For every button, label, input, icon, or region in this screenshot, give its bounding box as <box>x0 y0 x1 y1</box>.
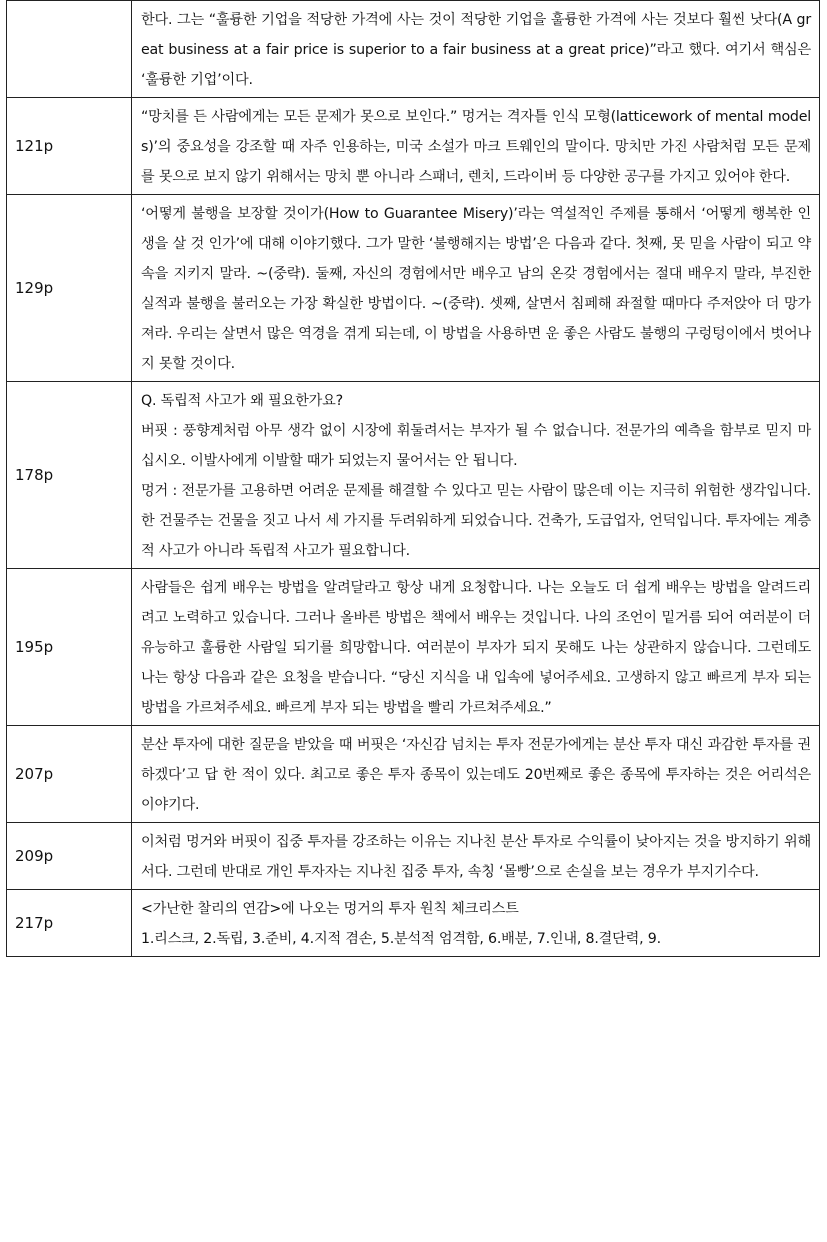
quote-paragraph: <가난한 찰리의 연감>에 나오는 멍거의 투자 원칙 체크리스트 <box>141 901 519 917</box>
quote-text-cell <box>132 382 820 569</box>
table-row <box>7 382 820 569</box>
quote-paragraph: 이처럼 멍거와 버핏이 집중 투자를 강조하는 이유는 지나친 분산 투자로 수익률이 낮아지는 것을 방지하기 위해서다. 그런데 반대로 개인 투자자는 지나친 집중 투자, 속칭 ‘몰빵’으로 손실을 보는 경우가 부지기수다. <box>141 834 811 880</box>
quote-paragraph: 1.리스크, 2.독립, 3.준비, 4.지적 겸손, 5.분석적 엄격함, 6.배분, 7.인내, 8.결단력, 9. <box>141 931 661 947</box>
quote-paragraph: “망치를 든 사람에게는 모든 문제가 못으로 보인다.” 멍거는 격자틀 인식 모형(latticework of mental models)’의 중요성을 강조할 때 자주 인용하는, 미국 소설가 마크 트웨인의 말이다. 망치만 가진 사람처럼 모든 문제를 못으로 보지 않기 위해서는 망치 뿐 아니라 스패너, 렌치, 드라이버 등 다양한 공구를 가지고 있어야 한다. <box>141 109 811 185</box>
quote-text-cell <box>132 195 820 382</box>
quote-paragraph: 분산 투자에 대한 질문을 받았을 때 버핏은 ‘자신감 넘치는 투자 전문가에게는 분산 투자 대신 과감한 투자를 권하겠다’고 답 한 적이 있다. 최고로 좋은 투자 종목이 있는데도 20번째로 좋은 종목에 투자하는 것은 어리석은 이야기다. <box>141 737 811 813</box>
quote-paragraph: 한다. 그는 “훌륭한 기업을 적당한 가격에 사는 것이 적당한 기업을 훌륭한 가격에 사는 것보다 훨씬 낫다(A great business at a fair price is superior to a fair business at a great price)”라고 했다. 여기서 핵심은 ‘훌륭한 기업’이다. <box>141 12 811 88</box>
quote-text-cell <box>132 1 820 98</box>
page-number-cell: 121p <box>7 98 132 195</box>
reading-notes-table <box>6 0 820 957</box>
quote-paragraph: ‘어떻게 불행을 보장할 것이가(How to Guarantee Misery)’라는 역설적인 주제를 통해서 ‘어떻게 행복한 인생을 살 것 인가’에 대해 이야기했다. 그가 말한 ‘불행해지는 방법’은 다음과 같다. 첫째, 못 믿을 사람이 되고 약속을 지키지 말라. ~(중략). 둘째, 자신의 경험에서만 배우고 남의 온갖 경험에서는 절대 배우지 말라, 부진한 실적과 불행을 불러오는 가장 확실한 방법이다. ~(중략). 셋째, 살면서 침페해 좌절할 때마다 주저앉아 더 망가져라. 우리는 살면서 많은 역경을 겪게 되는데, 이 방법을 사용하면 운 좋은 사람도 불행의 구렁텅이에서 벗어나지 못할 것이다. <box>141 206 811 372</box>
quote-text-cell <box>132 890 820 957</box>
page-number-cell: 209p <box>7 823 132 890</box>
table-row <box>7 1 820 98</box>
page-number-cell: 129p <box>7 195 132 382</box>
table-row <box>7 890 820 957</box>
page-number-cell: 195p <box>7 569 132 726</box>
quote-text-cell <box>132 823 820 890</box>
table-row <box>7 823 820 890</box>
page-number-cell <box>7 1 132 98</box>
quote-paragraph: 사람들은 쉽게 배우는 방법을 알려달라고 항상 내게 요청합니다. 나는 오늘도 더 쉽게 배우는 방법을 알려드리려고 노력하고 있습니다. 그러나 올바른 방법은 책에서 배우는 것입니다. 나의 조언이 밑거름 되어 여러분이 더 유능하고 훌륭한 사람일 되기를 희망합니다. 여러분이 부자가 되지 못해도 나는 상관하지 않습니다. 그런데도 나는 항상 다음과 같은 요청을 받습니다. “당신 지식을 내 입속에 넣어주세요. 고생하지 않고 빠르게 부자 되는 방법을 가르쳐주세요. 빠르게 부자 되는 방법을 빨리 가르쳐주세요.” <box>141 580 811 716</box>
table-row <box>7 195 820 382</box>
page-number-cell: 178p <box>7 382 132 569</box>
table-row <box>7 726 820 823</box>
table-row <box>7 569 820 726</box>
quote-text-cell <box>132 569 820 726</box>
table-row <box>7 98 820 195</box>
quote-paragraph: 멍거 : 전문가를 고용하면 어려운 문제를 해결할 수 있다고 믿는 사람이 많은데 이는 지극히 위험한 생각입니다. 한 건물주는 건물을 짓고 나서 세 가지를 두려워하게 되었습니다. 건축가, 도급업자, 언덕입니다. 투자에는 계층적 사고가 아니라 독립적 사고가 필요합니다. <box>141 483 811 559</box>
quote-text-cell <box>132 98 820 195</box>
quote-paragraph: 버핏 : 풍향계처럼 아무 생각 없이 시장에 휘둘려서는 부자가 될 수 없습니다. 전문가의 예측을 함부로 믿지 마십시오. 이발사에게 이발할 때가 되었는지 물어서는 안 됩니다. <box>141 423 811 469</box>
page-number-cell: 207p <box>7 726 132 823</box>
quote-paragraph: Q. 독립적 사고가 왜 필요한가요? <box>141 393 343 409</box>
page-number-cell: 217p <box>7 890 132 957</box>
quote-text-cell <box>132 726 820 823</box>
table-body <box>7 1 820 957</box>
